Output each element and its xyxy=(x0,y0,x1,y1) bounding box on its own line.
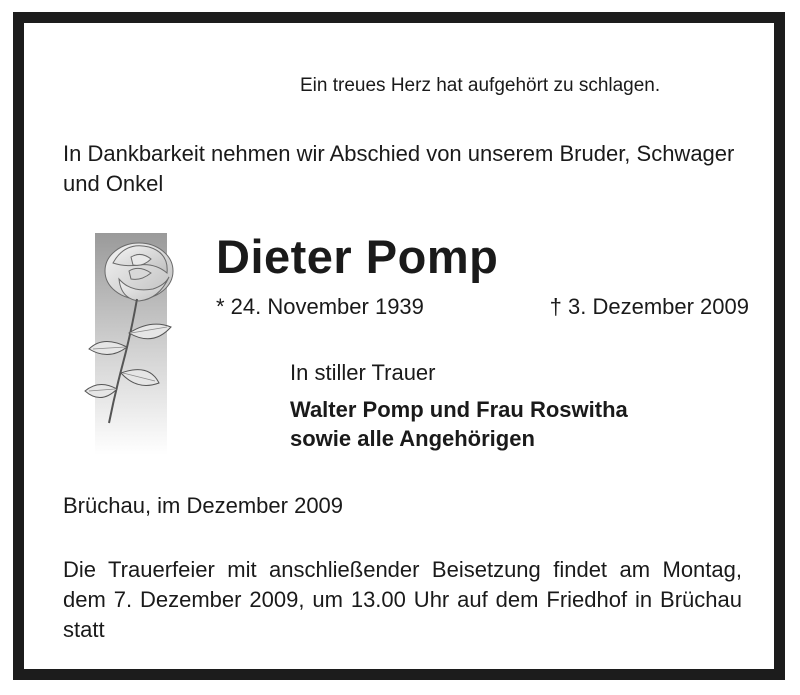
family-signature xyxy=(290,395,628,453)
obituary-frame xyxy=(13,12,785,680)
rose-icon xyxy=(79,223,194,455)
place-date: Brüchau, im Dezember 2009 xyxy=(63,493,344,518)
deceased-name: Dieter Pomp xyxy=(216,230,499,283)
family-line-1: Walter Pomp und Frau Roswitha xyxy=(290,397,628,422)
intro-text: In Dankbarkeit nehmen wir Abschied von unserem Bruder, Schwager und Onkel xyxy=(63,141,735,196)
funeral-info: Die Trauerfeier mit anschließender Beisetzung findet am Montag, dem 7. Dezember 2009, um 13.00 Uhr auf dem Friedhof in Brüchau statt xyxy=(63,557,742,642)
motto: Ein treues Herz hat aufgehört zu schlagen. xyxy=(300,75,661,96)
family-line-2: sowie alle Angehörigen xyxy=(290,426,535,451)
mourning-label: In stiller Trauer xyxy=(290,360,436,385)
birth-date: * 24. November 1939 xyxy=(216,294,424,319)
death-date: † 3. Dezember 2009 xyxy=(549,294,749,319)
